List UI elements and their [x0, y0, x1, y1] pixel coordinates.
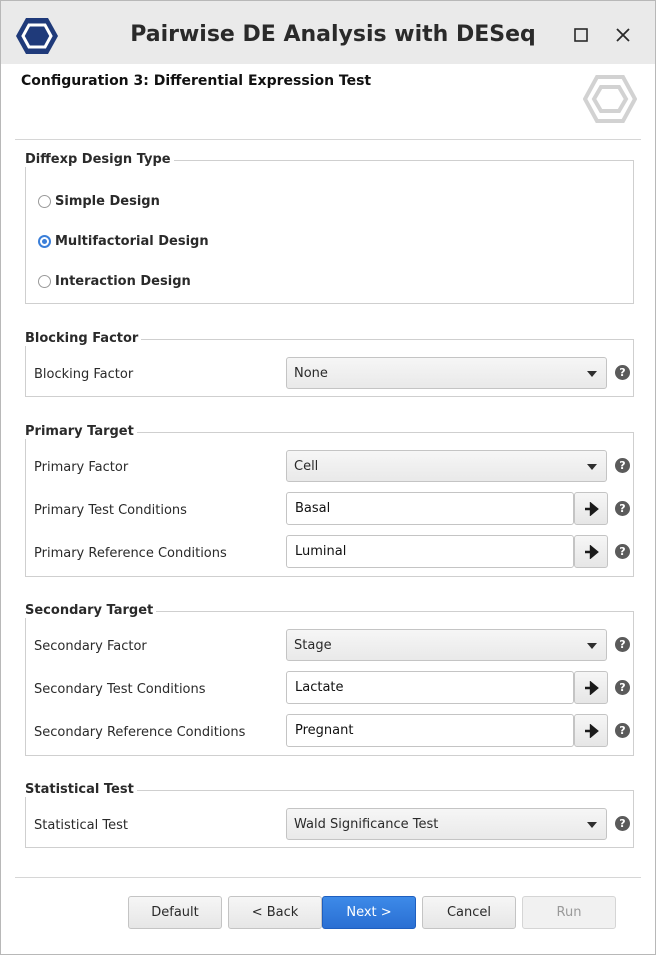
- header-divider: [15, 139, 641, 140]
- primary-reference-conditions-button[interactable]: [574, 535, 608, 568]
- help-icon[interactable]: ?: [615, 365, 630, 380]
- chevron-down-icon: [587, 464, 597, 470]
- arrow-right-icon: [584, 545, 599, 559]
- back-button[interactable]: < Back: [228, 896, 322, 929]
- select-value: None: [294, 366, 328, 381]
- primary-reference-conditions-label: Primary Reference Conditions: [34, 546, 227, 561]
- default-button[interactable]: Default: [128, 896, 222, 929]
- blocking-factor-select[interactable]: [286, 357, 607, 389]
- field-value: Basal: [295, 501, 331, 516]
- help-icon[interactable]: ?: [615, 637, 630, 652]
- statistical-test-title: Statistical Test: [25, 782, 137, 797]
- radio-label: Multifactorial Design: [55, 234, 209, 249]
- statistical-test-label: Statistical Test: [34, 818, 128, 833]
- primary-reference-conditions-field[interactable]: [286, 535, 574, 568]
- design-type-title: Diffexp Design Type: [25, 152, 174, 167]
- page-title: Configuration 3: Differential Expression Test: [21, 73, 372, 89]
- help-icon[interactable]: ?: [615, 544, 630, 559]
- select-value: Wald Significance Test: [294, 817, 439, 832]
- radio-button[interactable]: [38, 235, 51, 248]
- primary-factor-select[interactable]: [286, 450, 607, 482]
- primary-target-title: Primary Target: [25, 424, 137, 439]
- maximize-icon[interactable]: [572, 26, 590, 44]
- page-header: [1, 64, 655, 139]
- arrow-right-icon: [584, 724, 599, 738]
- help-icon[interactable]: ?: [615, 723, 630, 738]
- secondary-test-conditions-label: Secondary Test Conditions: [34, 682, 206, 697]
- select-value: Stage: [294, 638, 332, 653]
- window-title: Pairwise DE Analysis with DESeq: [130, 22, 536, 47]
- secondary-test-conditions-field[interactable]: [286, 671, 574, 704]
- primary-test-conditions-button[interactable]: [574, 492, 608, 525]
- blocking-factor-label: Blocking Factor: [34, 367, 134, 382]
- secondary-factor-select[interactable]: [286, 629, 607, 661]
- secondary-test-conditions-button[interactable]: [574, 671, 608, 704]
- radio-button[interactable]: [38, 195, 51, 208]
- chevron-down-icon: [587, 822, 597, 828]
- radio-button[interactable]: [38, 275, 51, 288]
- radio-label: Simple Design: [55, 194, 160, 209]
- primary-test-conditions-label: Primary Test Conditions: [34, 503, 187, 518]
- secondary-target-title: Secondary Target: [25, 603, 156, 618]
- close-icon[interactable]: [614, 26, 632, 44]
- select-value: Cell: [294, 459, 319, 474]
- help-icon[interactable]: ?: [615, 680, 630, 695]
- run-button: Run: [522, 896, 616, 929]
- footer-divider: [15, 877, 641, 878]
- radio-label: Interaction Design: [55, 274, 191, 289]
- secondary-reference-conditions-button[interactable]: [574, 714, 608, 747]
- statistical-test-select[interactable]: [286, 808, 607, 840]
- arrow-right-icon: [584, 502, 599, 516]
- field-value: Lactate: [295, 680, 344, 695]
- arrow-right-icon: [584, 681, 599, 695]
- title-bar[interactable]: [1, 1, 655, 64]
- hexagon-watermark-icon: [583, 73, 637, 125]
- field-value: Pregnant: [295, 723, 354, 738]
- help-icon[interactable]: ?: [615, 816, 630, 831]
- next-button[interactable]: Next >: [322, 896, 416, 929]
- secondary-reference-conditions-label: Secondary Reference Conditions: [34, 725, 246, 740]
- chevron-down-icon: [587, 643, 597, 649]
- secondary-reference-conditions-field[interactable]: [286, 714, 574, 747]
- primary-factor-label: Primary Factor: [34, 460, 129, 475]
- primary-test-conditions-field[interactable]: [286, 492, 574, 525]
- chevron-down-icon: [587, 371, 597, 377]
- cancel-button[interactable]: Cancel: [422, 896, 516, 929]
- help-icon[interactable]: ?: [615, 458, 630, 473]
- secondary-factor-label: Secondary Factor: [34, 639, 147, 654]
- help-icon[interactable]: ?: [615, 501, 630, 516]
- blocking-factor-title: Blocking Factor: [25, 331, 141, 346]
- field-value: Luminal: [295, 544, 347, 559]
